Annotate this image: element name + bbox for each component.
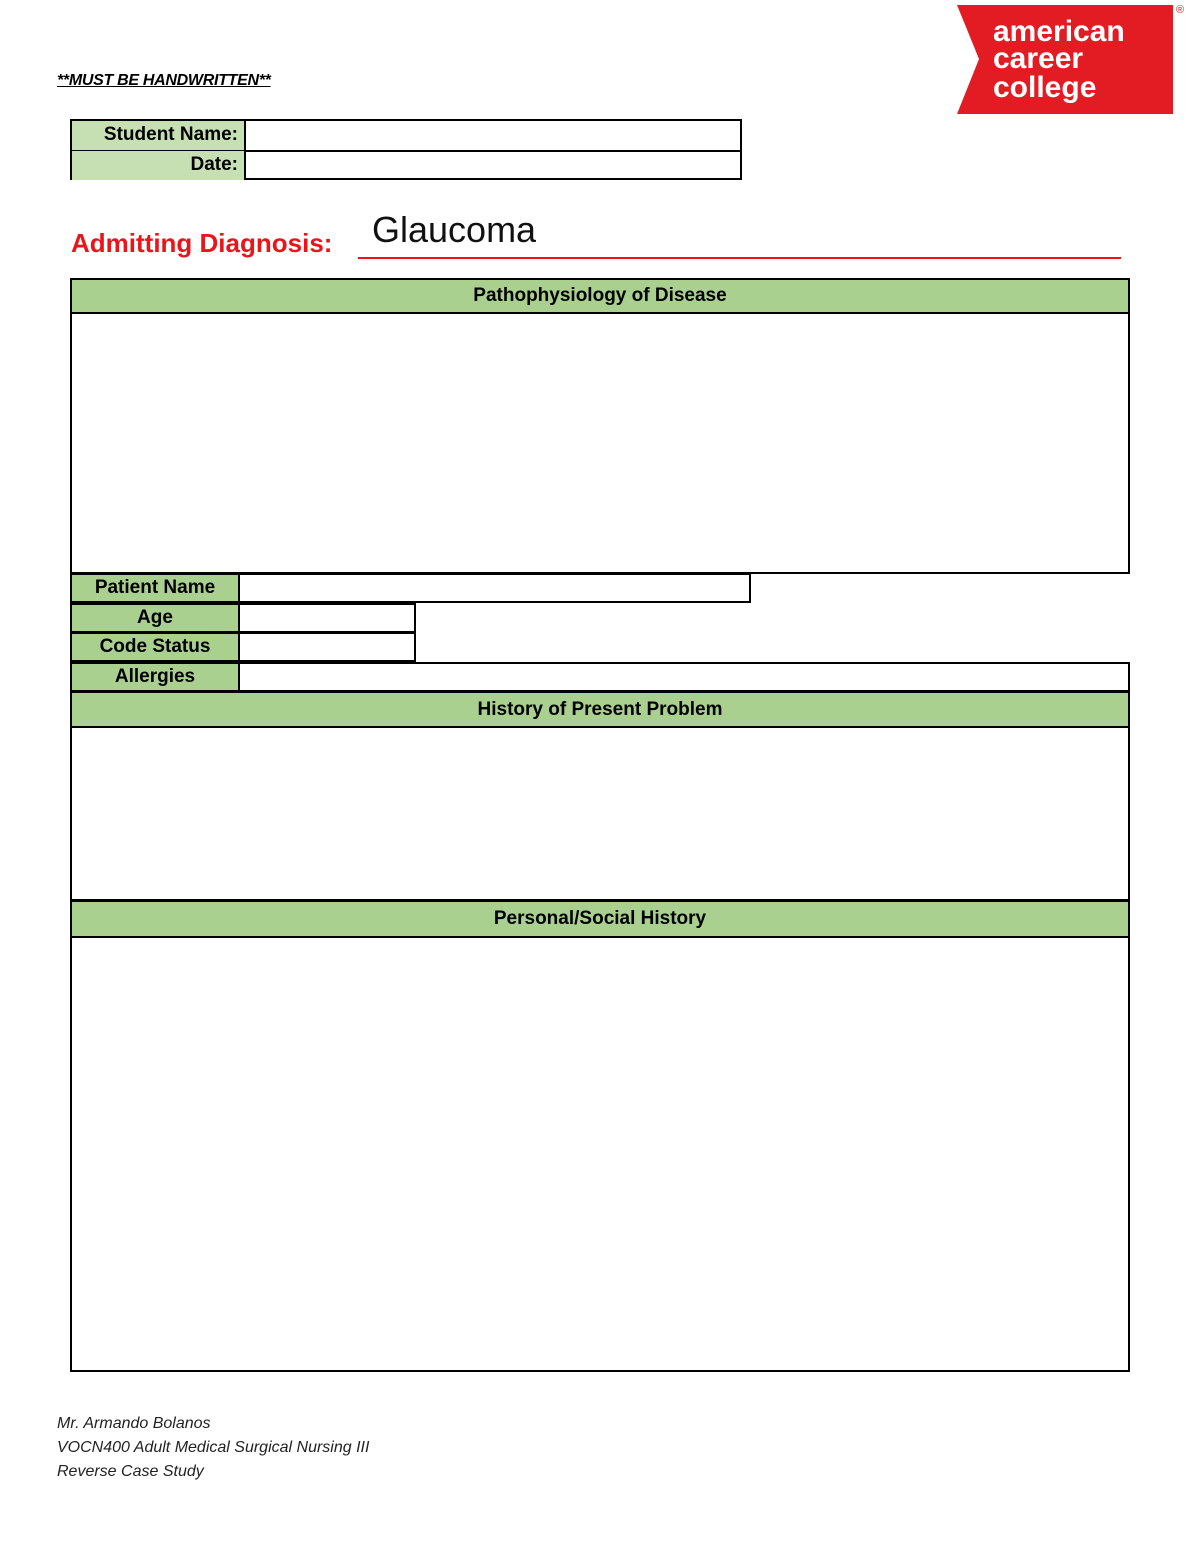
age-label: Age [70, 603, 240, 633]
patient-name-label: Patient Name [70, 573, 240, 603]
student-info-table [70, 119, 742, 180]
personal-social-body[interactable] [70, 938, 1130, 1372]
american-career-college-logo [957, 5, 1173, 114]
footer-course: VOCN400 Adult Medical Surgical Nursing III [57, 1439, 370, 1456]
code-status-field[interactable] [240, 632, 416, 662]
registered-mark: ® [1176, 4, 1185, 16]
history-present-body[interactable] [70, 728, 1130, 901]
history-present-header: History of Present Problem [70, 691, 1130, 728]
footer-instructor: Mr. Armando Bolanos [57, 1415, 211, 1432]
allergies-label: Allergies [70, 662, 240, 692]
footer [57, 1412, 369, 1484]
date-row [72, 151, 740, 180]
personal-social-header: Personal/Social History [70, 900, 1130, 938]
patient-name-field[interactable] [240, 573, 751, 603]
student-name-label: Student Name: [72, 121, 246, 150]
logo-line-3: college [993, 71, 1097, 104]
logo-line-2: career [993, 42, 1084, 75]
handwritten-note: **MUST BE HANDWRITTEN** [57, 72, 271, 89]
pathophysiology-body[interactable] [70, 314, 1130, 574]
date-label: Date: [72, 151, 246, 180]
code-status-label: Code Status [70, 632, 240, 662]
admitting-diagnosis-value[interactable]: Glaucoma [372, 209, 537, 250]
diagnosis-underline [358, 257, 1121, 259]
logo-line-1: american [993, 15, 1125, 48]
age-field[interactable] [240, 603, 416, 633]
allergies-field[interactable] [240, 662, 1130, 692]
student-name-row [72, 121, 740, 152]
footer-assignment: Reverse Case Study [57, 1463, 204, 1480]
admitting-diagnosis-label: Admitting Diagnosis: [71, 228, 333, 258]
pathophysiology-header: Pathophysiology of Disease [70, 278, 1130, 314]
